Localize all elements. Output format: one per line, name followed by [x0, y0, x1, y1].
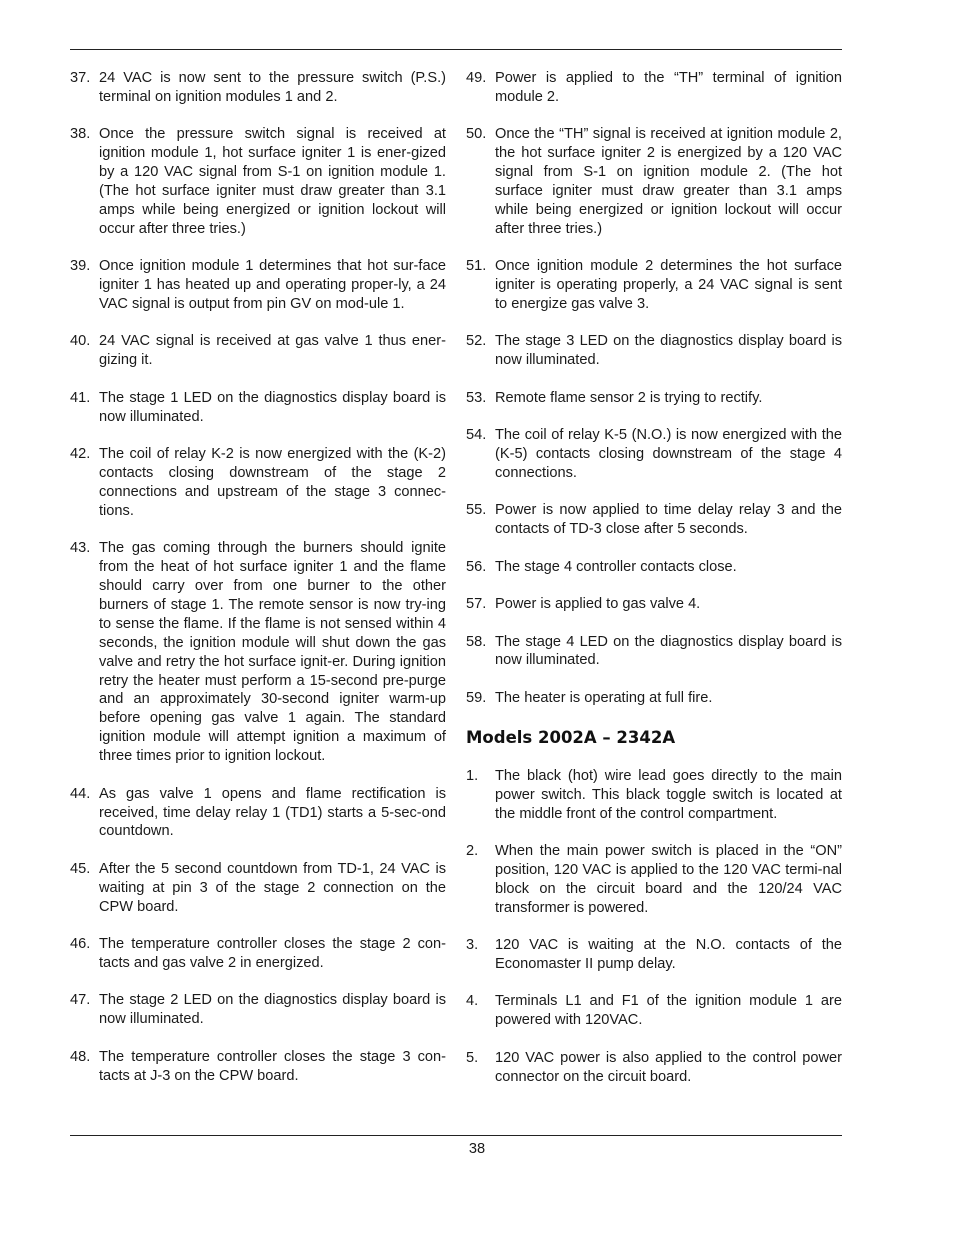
list-item [466, 689, 842, 708]
list-item [466, 426, 842, 483]
item-text: Once the pressure switch signal is received at ignition module 1, hot surface igniter 1 is ener-gized by a 120 VAC signal from S-1 on ignition module 1. (The hot surface igniter must draw greater than 3.1 amps while being energized or ignition lockout will occur after three tries.) [99, 126, 446, 237]
item-number: 47. [70, 992, 91, 1009]
item-number: 41. [70, 389, 91, 406]
item-text: The heater is operating at full fire. [495, 689, 713, 706]
header-rule [70, 49, 842, 50]
item-number: 39. [70, 258, 91, 275]
list-item [70, 991, 446, 1029]
item-number: 5. [466, 1049, 479, 1066]
left-column [70, 69, 446, 1104]
item-text: As gas valve 1 opens and flame rectification is received, time delay relay 1 (TD1) starts a 5-sec-ond countdown. [99, 785, 446, 840]
item-text: After the 5 second countdown from TD-1, 24 VAC is waiting at pin 3 of the stage 2 connection on the CPW board. [99, 860, 446, 915]
list-item [466, 257, 842, 314]
item-number: 38. [70, 126, 91, 143]
footer-rule [70, 1135, 842, 1136]
item-number: 1. [466, 767, 479, 784]
list-item [70, 539, 446, 766]
page-number: 38 [468, 1141, 486, 1157]
item-number: 50. [466, 126, 487, 143]
item-number: 59. [466, 689, 487, 706]
list-item [466, 595, 842, 614]
list-item [466, 125, 842, 238]
item-number: 49. [466, 70, 487, 86]
item-text: The stage 2 LED on the diagnostics display board is now illuminated. [99, 992, 446, 1028]
item-text: Power is applied to the “TH” terminal of ignition module 2. [495, 70, 842, 105]
item-text: The stage 1 LED on the diagnostics display board is now illuminated. [99, 389, 446, 425]
item-text: The black (hot) wire lead goes directly to the main power switch. This black toggle switch is located at the middle front of the control compartment. [495, 767, 842, 822]
item-number: 52. [466, 333, 487, 350]
item-text: The coil of relay K-2 is now energized with the (K-2) contacts closing downstream of the stage 2 connections and upstream of the stage 3 connec-tions. [99, 446, 446, 519]
list-item [466, 558, 842, 577]
item-number: 45. [70, 860, 91, 877]
item-number: 55. [466, 502, 487, 519]
item-number: 44. [70, 785, 91, 802]
item-number: 48. [70, 1048, 91, 1065]
item-number: 42. [70, 446, 91, 463]
item-text: The gas coming through the burners should ignite from the heat of hot surface igniter 1 and the flame should carry over from one burner to the other burners of stage 1. The remote sensor is now try-ing to sense the flame. If the flame is not sensed within 4 seconds, the ignition module will shut down the gas valve and retry the hot surface ignit-er. During ignition retry the heater must perform a 15-second pre-purge and an approximately 30-second igniter warm-up before opening gas valve 1 again. The standard ignition module will attempt ignition a maximum of three times prior to ignition lockout. [99, 540, 446, 765]
item-number: 43. [70, 540, 91, 557]
item-text: Once ignition module 2 determines the hot surface igniter is operating properly, a 24 VAC signal is sent to energize gas valve 3. [495, 258, 842, 313]
item-text: The stage 4 LED on the diagnostics display board is now illuminated. [495, 633, 842, 669]
item-text: The coil of relay K-5 (N.O.) is now energized with the (K-5) contacts closing downstream of the stage 4 connections. [495, 427, 842, 481]
list-item [466, 936, 842, 974]
item-text: The stage 3 LED on the diagnostics display board is now illuminated. [495, 333, 842, 369]
item-number: 51. [466, 258, 487, 275]
item-number: 54. [466, 427, 487, 444]
item-text: The temperature controller closes the stage 3 con-tacts at J-3 on the CPW board. [99, 1048, 446, 1084]
list-item [70, 332, 446, 370]
item-text: Once the “TH” signal is received at ignition module 2, the hot surface igniter 2 is energized by a 120 VAC signal from S-1 on ignition module 2. (The hot surface igniter must draw greater than 3.1 amps while being energized or ignition lockout will occur after three tries.) [495, 126, 842, 237]
list-item [466, 389, 842, 408]
item-text: 24 VAC is now sent to the pressure switch (P.S.) terminal on ignition modules 1 and 2. [99, 70, 446, 105]
item-number: 58. [466, 633, 487, 650]
item-text: Once ignition module 1 determines that hot sur-face igniter 1 has heated up and operating proper-ly, a 24 VAC signal is output from pin GV on mod-ule 1. [99, 258, 446, 313]
item-text: 24 VAC signal is received at gas valve 1 thus ener-gizing it. [99, 333, 446, 369]
item-text: Terminals L1 and F1 of the ignition module 1 are powered with 120VAC. [495, 993, 842, 1029]
list-item [466, 992, 842, 1030]
list-item [466, 842, 842, 918]
list-item [70, 935, 446, 973]
right-column [466, 69, 842, 1105]
list-item [466, 501, 842, 539]
list-item [70, 785, 446, 842]
item-text: The stage 4 controller contacts close. [495, 558, 737, 575]
item-number: 53. [466, 389, 487, 406]
list-item [466, 633, 842, 671]
item-number: 40. [70, 333, 91, 350]
list-item [70, 125, 446, 238]
list-item [70, 1048, 446, 1086]
item-text: 120 VAC power is also applied to the control power connector on the circuit board. [495, 1049, 842, 1085]
list-item [70, 69, 446, 107]
list-item [70, 257, 446, 314]
list-item [466, 767, 842, 824]
item-text: When the main power switch is placed in the “ON” position, 120 VAC is applied to the 120 VAC termi-nal block on the circuit board and the 120/24 VAC transformer is powered. [495, 842, 842, 916]
list-item [466, 332, 842, 370]
item-number: 37. [70, 70, 91, 86]
item-number: 3. [466, 937, 479, 954]
list-item [70, 860, 446, 917]
list-item [70, 389, 446, 427]
list-item [466, 1049, 842, 1087]
item-text: Power is now applied to time delay relay 3 and the contacts of TD-3 close after 5 seconds. [495, 502, 842, 538]
item-text: 120 VAC is waiting at the N.O. contacts of the Economaster II pump delay. [495, 937, 842, 972]
section-heading: Models 2002A – 2342A [466, 727, 676, 747]
item-text: The temperature controller closes the stage 2 con-tacts and gas valve 2 in energized. [99, 936, 446, 971]
item-number: 4. [466, 993, 479, 1010]
item-number: 46. [70, 936, 91, 953]
item-text: Remote flame sensor 2 is trying to rectify. [495, 389, 763, 406]
item-number: 2. [466, 842, 479, 859]
list-item [466, 69, 842, 107]
item-number: 56. [466, 558, 487, 575]
list-item [70, 445, 446, 521]
item-text: Power is applied to gas valve 4. [495, 596, 701, 613]
item-number: 57. [466, 596, 487, 613]
